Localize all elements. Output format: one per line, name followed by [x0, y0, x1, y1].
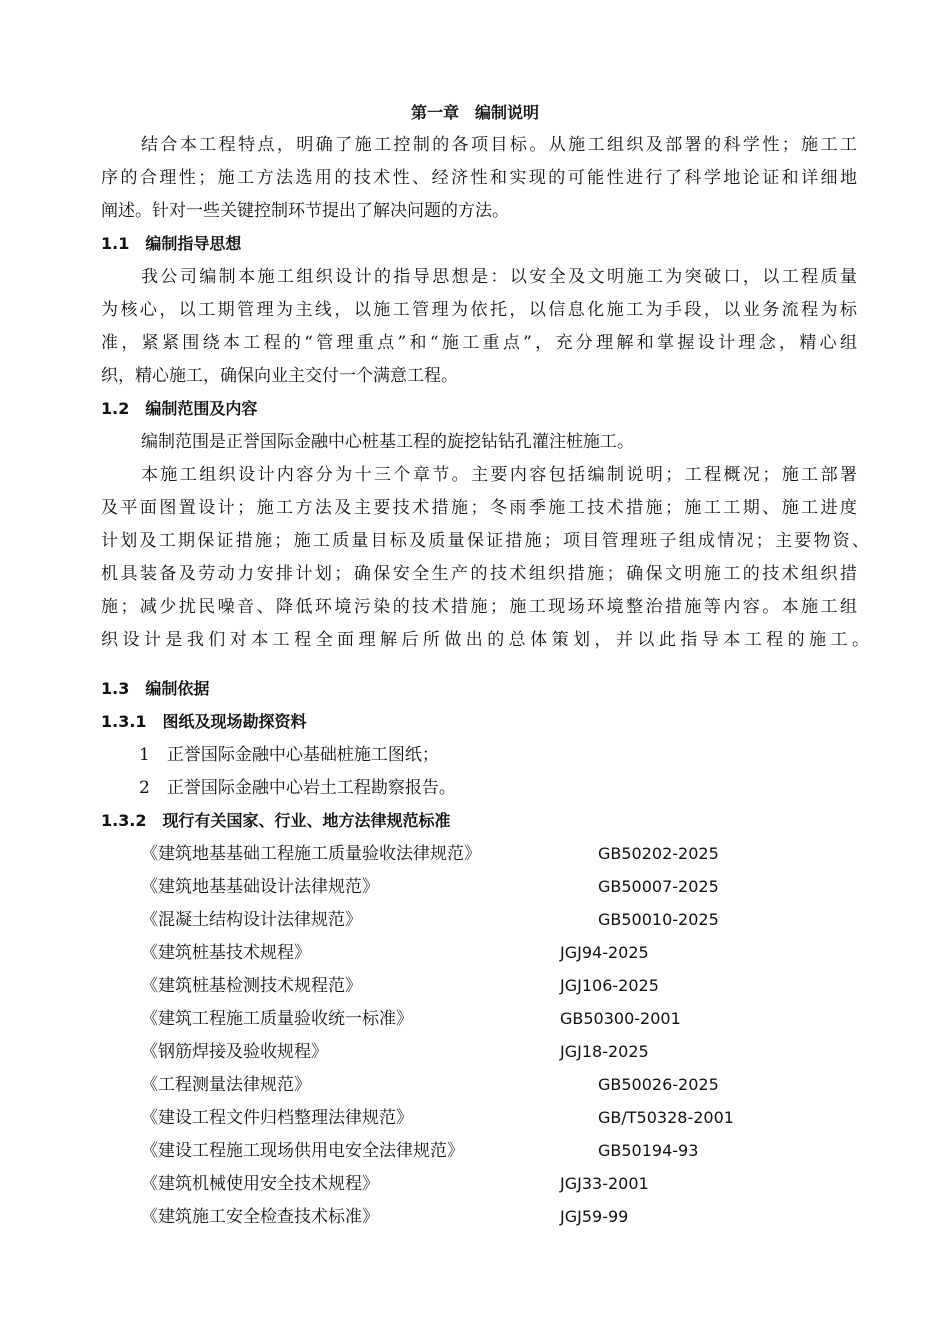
standard-code: JGJ33-2001 [560, 1174, 649, 1193]
standard-name: 《钢筋焊接及验收规程》 [141, 1042, 328, 1062]
intro-line-1: 结合本工程特点，明确了施工控制的各项目标。从施工组织及部署的科学性；施工工 [141, 135, 857, 155]
standard-name: 《建筑工程施工质量验收统一标准》 [141, 1009, 413, 1029]
intro-line-3: 阐述。针对一些关键控制环节提出了解决问题的方法。 [101, 201, 509, 221]
standard-code: GB50300-2001 [560, 1009, 681, 1028]
standard-code: JGJ106-2025 [560, 976, 659, 995]
standard-name: 《建设工程施工现场供用电安全法律规范》 [141, 1141, 464, 1161]
section-1-3-1-heading: 1.3.1 图纸及现场勘探资料 [101, 712, 307, 731]
standard-code: JGJ59-99 [560, 1207, 629, 1226]
standard-code: GB/T50328-2001 [598, 1108, 734, 1127]
standard-code: GB50194-93 [598, 1141, 699, 1160]
s1-1-line-3: 准，紧紧围绕本工程的“管理重点”和“施工重点”，充分理解和掌握设计理念，精心组 [101, 333, 857, 353]
section-1-1-heading: 1.1 编制指导思想 [101, 234, 242, 253]
standard-code: JGJ94-2025 [560, 943, 649, 962]
s1-1-line-2: 为核心，以工期管理为主线，以施工管理为依托，以信息化施工为手段，以业务流程为标 [101, 300, 857, 320]
s1-2-line-1: 本施工组织设计内容分为十三个章节。主要内容包括编制说明；工程概况；施工部署 [141, 465, 857, 485]
s1-2-line-3: 计划及工期保证措施；施工质量目标及质量保证措施；项目管理班子组成情况；主要物资、 [101, 531, 869, 551]
s1-2-para-1: 编制范围是正誉国际金融中心桩基工程的旋挖钻钻孔灌注桩施工。 [141, 432, 634, 452]
section-1-2-heading: 1.2 编制范围及内容 [101, 399, 258, 418]
standard-name: 《建筑地基基础设计法律规范》 [141, 877, 379, 897]
drawing-item: 2 正誉国际金融中心岩土工程勘察报告。 [139, 778, 456, 798]
standard-code: GB50026-2025 [598, 1075, 719, 1094]
standard-name: 《建设工程文件归档整理法律规范》 [141, 1108, 413, 1128]
intro-line-2: 序的合理性；施工方法选用的技术性、经济性和实现的可能性进行了科学地论证和详细地 [101, 168, 857, 188]
s1-2-line-4: 机具装备及劳动力安排计划；确保安全生产的技术组织措施；确保文明施工的技术组织措 [101, 564, 857, 584]
standard-name: 《建筑地基基础工程施工质量验收法律规范》 [141, 844, 481, 864]
standard-name: 《建筑机械使用安全技术规程》 [141, 1174, 379, 1194]
standard-name: 《建筑桩基技术规程》 [141, 943, 311, 963]
s1-2-line-6: 织设计是我们对本工程全面理解后所做出的总体策划，并以此指导本工程的施工。 [101, 630, 869, 650]
standard-code: GB50202-2025 [598, 844, 719, 863]
standard-name: 《建筑施工安全检查技术标准》 [141, 1207, 379, 1227]
section-1-3-heading: 1.3 编制依据 [101, 679, 210, 698]
standard-name: 《工程测量法律规范》 [141, 1075, 311, 1095]
standard-code: GB50007-2025 [598, 877, 719, 896]
standard-name: 《建筑桩基检测技术规程范》 [141, 976, 362, 996]
s1-1-line-4: 织，精心施工，确保向业主交付一个满意工程。 [101, 366, 458, 386]
standard-name: 《混凝土结构设计法律规范》 [141, 910, 362, 930]
s1-1-line-1: 我公司编制本施工组织设计的指导思想是：以安全及文明施工为突破口，以工程质量 [141, 267, 857, 287]
standard-code: JGJ18-2025 [560, 1042, 649, 1061]
s1-2-line-2: 及平面图置设计；施工方法及主要技术措施；冬雨季施工技术措施；施工工期、施工进度 [101, 498, 857, 518]
drawing-item: 1 正誉国际金融中心基础桩施工图纸； [139, 745, 439, 765]
chapter-title: 第一章 编制说明 [410, 103, 539, 122]
standard-code: GB50010-2025 [598, 910, 719, 929]
s1-2-line-5: 施；减少扰民噪音、降低环境污染的技术措施；施工现场环境整治措施等内容。本施工组 [101, 597, 857, 617]
section-1-3-2-heading: 1.3.2 现行有关国家、行业、地方法律规范标准 [101, 811, 451, 830]
